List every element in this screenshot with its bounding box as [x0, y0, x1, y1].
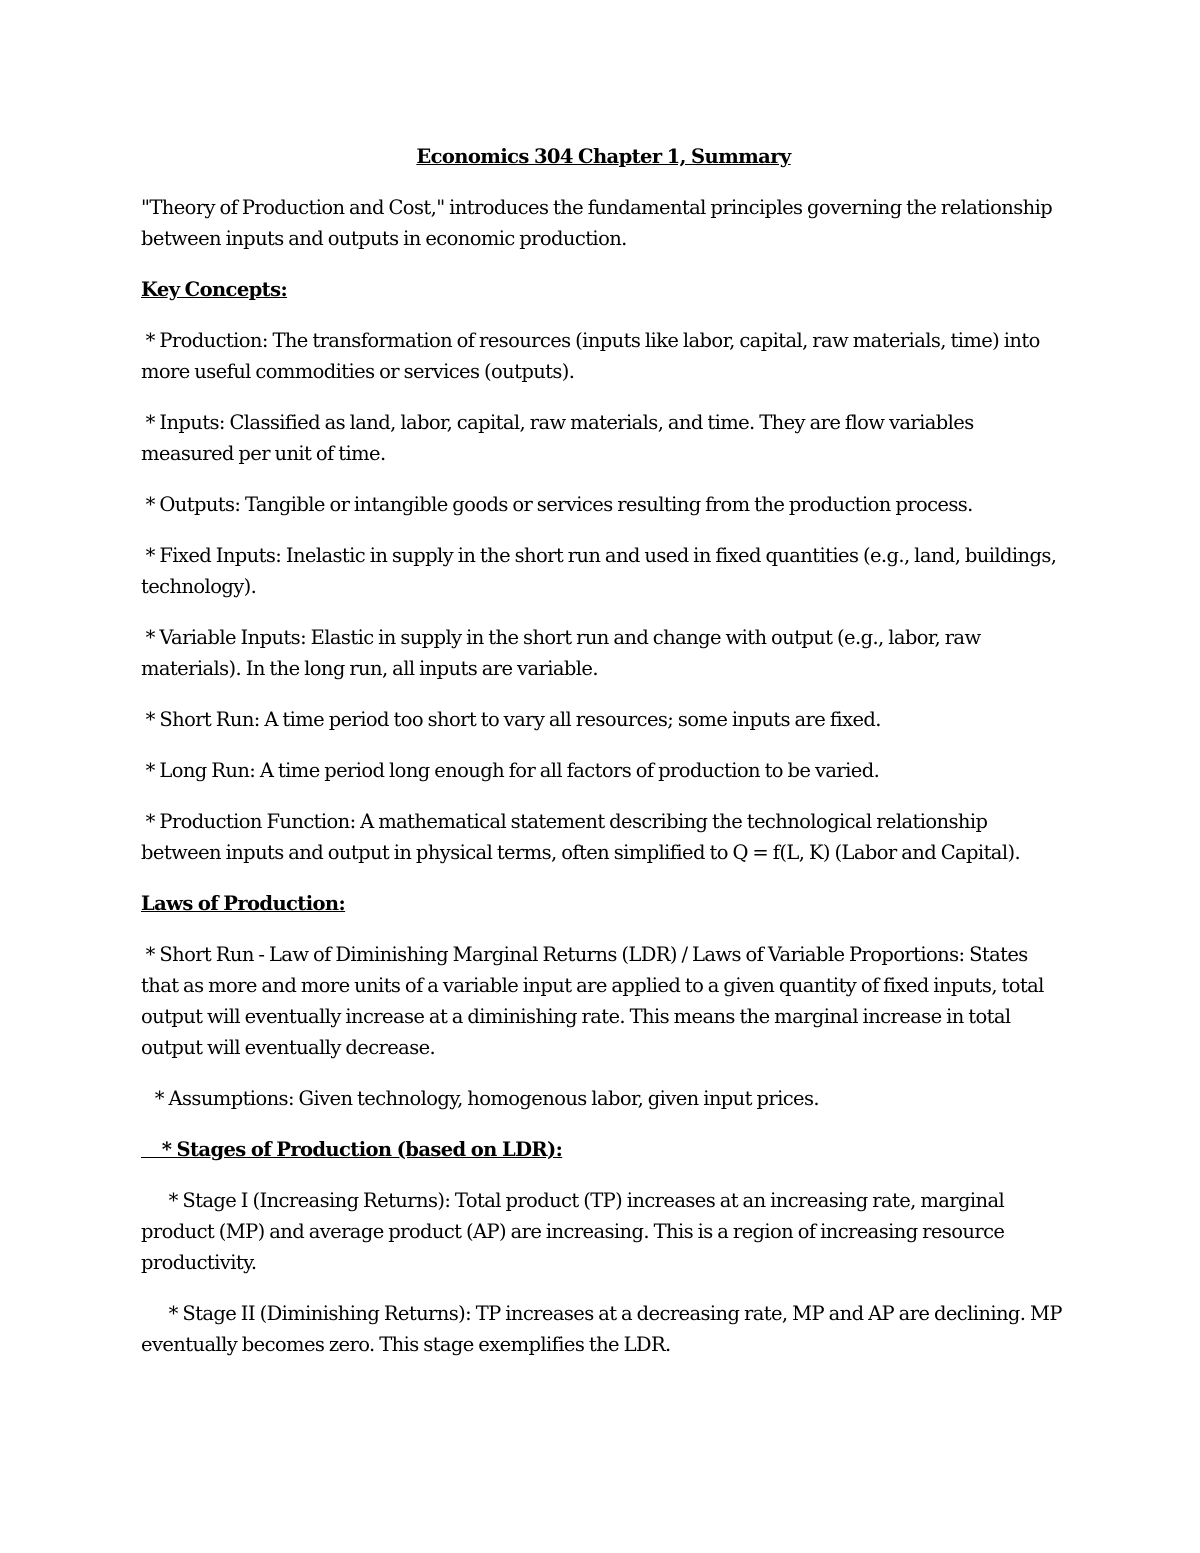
- concept-inputs: * Inputs: Classified as land, labor, capital, raw materials, and time. They are flow variables measured per unit of time.: [141, 411, 979, 465]
- assumptions-item: * Assumptions: Given technology, homogenous labor, given input prices.: [141, 1087, 819, 1110]
- stage-2-item: * Stage II (Diminishing Returns): TP increases at a decreasing rate, MP and AP are declining. MP eventually becomes zero. This stage exemplifies the LDR.: [141, 1302, 1067, 1356]
- document-body: [141, 141, 1066, 1380]
- concept-short-run: * Short Run: A time period too short to vary all resources; some inputs are fixed.: [141, 708, 881, 731]
- concept-fixed-inputs: * Fixed Inputs: Inelastic in supply in the short run and used in fixed quantities (e.g., land, buildings, technology).: [141, 544, 1061, 598]
- key-concepts-heading: Key Concepts:: [141, 278, 288, 301]
- intro-paragraph: "Theory of Production and Cost," introduces the fundamental principles governing the relationship between inputs and outputs in economic production.: [141, 196, 1053, 250]
- laws-of-production-heading: Laws of Production:: [141, 892, 346, 915]
- stage-1-item: * Stage I (Increasing Returns): Total product (TP) increases at an increasing rate, marginal product (MP) and average product (AP) are increasing. This is a region of increasing resource productivity.: [141, 1189, 1009, 1274]
- concept-variable-inputs: * Variable Inputs: Elastic in supply in the short run and change with output (e.g., labor, raw materials). In the long run, all inputs are variable.: [141, 626, 986, 680]
- document-title: Economics 304 Chapter 1, Summary: [416, 145, 791, 168]
- stages-of-production-heading: * Stages of Production (based on LDR):: [141, 1138, 563, 1161]
- concept-production: * Production: The transformation of resources (inputs like labor, capital, raw materials, time) into more useful commodities or services (outputs).: [141, 329, 1045, 383]
- concept-long-run: * Long Run: A time period long enough for all factors of production to be varied.: [141, 759, 880, 782]
- law-short-run: * Short Run - Law of Diminishing Marginal Returns (LDR) / Laws of Variable Proportions: States that as more and more units of a variable input are applied to a given quantity of fixed inputs, total output will eventually increase at a diminishing rate. This means the marginal increase in total output will eventually decrease.: [141, 943, 1049, 1059]
- concept-production-function: * Production Function: A mathematical statement describing the technological relationship between inputs and output in physical terms, often simplified to Q = f(L, K) (Labor and Capital).: [141, 810, 1021, 864]
- concept-outputs: * Outputs: Tangible or intangible goods or services resulting from the production process.: [141, 493, 973, 516]
